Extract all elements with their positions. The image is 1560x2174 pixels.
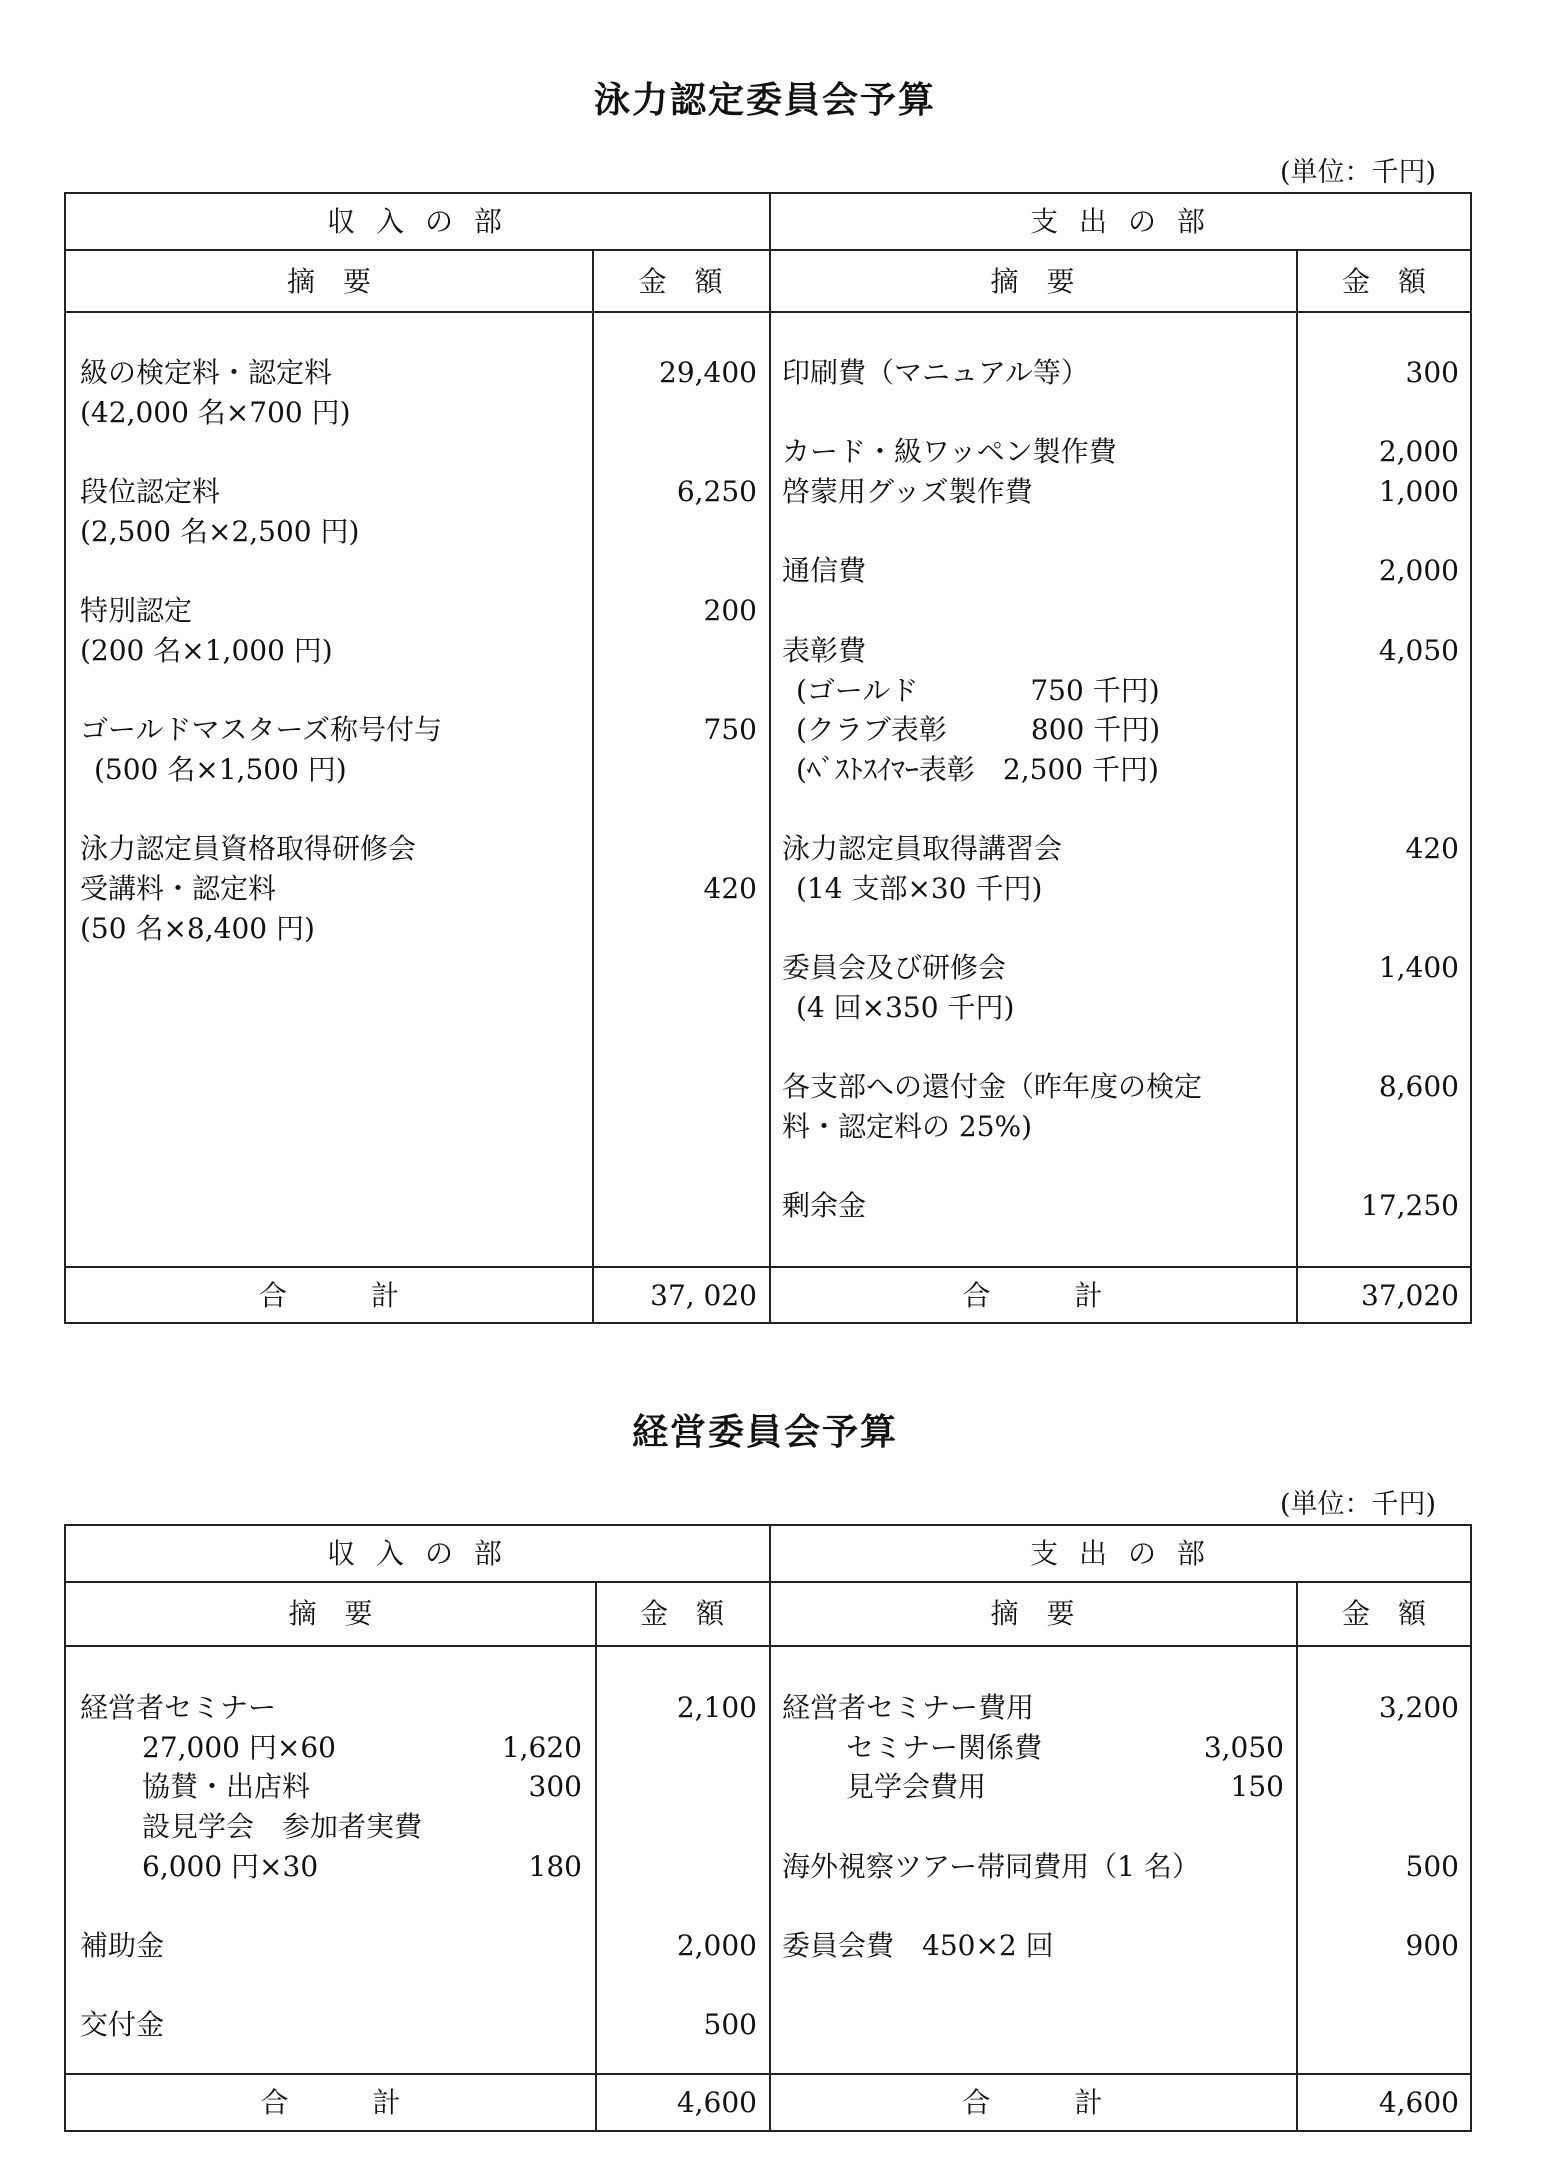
swim-income-desc-colhead: 摘 要 [286, 265, 371, 298]
swim-income-line: (2,500 名×2,500 円) [80, 515, 360, 548]
swim-unit-label: (単位：千円) [1280, 157, 1437, 188]
swim-income-header: 収 入 の 部 [327, 205, 508, 238]
mgmt-income-amount: 2,000 [676, 1929, 757, 1962]
mgmt-income-sub-amount: 180 [528, 1850, 582, 1883]
swim-income-line: (500 名×1,500 円) [94, 753, 347, 786]
swim-income-total-label: 合 計 [258, 1279, 399, 1312]
swim-income-amount: 6,250 [676, 475, 757, 508]
swim-expense-line: 各支部への還付金（昨年度の検定 [782, 1070, 1203, 1103]
swim-header-divider [66, 249, 1470, 251]
swim-budget-title: 泳力認定委員会予算 [593, 80, 936, 121]
swim-income-line: 特別認定 [80, 594, 193, 627]
mgmt-col-divider-income-amount [595, 1582, 597, 2130]
mgmt-expense-desc-colhead: 摘 要 [990, 1597, 1075, 1630]
swim-expense-line: (ﾍﾞｽﾄｽｲﾏｰ表彰 2,500 千円) [796, 753, 1159, 786]
mgmt-header-divider [66, 1581, 1470, 1583]
swim-income-amount-colhead: 金 額 [638, 265, 723, 298]
swim-income-total: 37, 020 [650, 1279, 757, 1312]
mgmt-income-line: 協賛・出店料 [142, 1770, 311, 1803]
mgmt-budget-title: 経営委員会予算 [631, 1412, 898, 1453]
swim-income-amount: 420 [703, 872, 757, 905]
swim-income-amount: 750 [703, 713, 757, 746]
swim-expense-line: 表彰費 [782, 634, 867, 667]
swim-budget-table [64, 192, 1472, 1324]
swim-expense-line: 剰余金 [782, 1189, 867, 1222]
swim-expense-amount: 4,050 [1378, 634, 1459, 667]
swim-expense-line: 泳力認定員取得講習会 [782, 832, 1063, 865]
swim-expense-line: (ゴールド 750 千円) [796, 674, 1160, 707]
swim-expense-line: (クラブ表彰 800 千円) [796, 713, 1161, 746]
swim-expense-desc-colhead: 摘 要 [990, 265, 1075, 298]
swim-expense-amount: 1,400 [1378, 951, 1459, 984]
swim-expense-total: 37,020 [1361, 1279, 1459, 1312]
swim-expense-amount: 300 [1405, 356, 1459, 389]
swim-income-line: (42,000 名×700 円) [80, 396, 351, 429]
mgmt-income-line: 交付金 [80, 2008, 165, 2041]
mgmt-budget-table [64, 1524, 1472, 2132]
mgmt-income-amount-colhead: 金 額 [639, 1597, 724, 1630]
mgmt-expense-amount: 3,200 [1378, 1691, 1459, 1724]
mgmt-income-line: 設見学会 参加者実費 [142, 1810, 423, 1843]
mgmt-income-total-label: 合 計 [260, 2086, 401, 2119]
swim-col-divider-expense-amount [1296, 250, 1298, 1322]
swim-expense-line: 料・認定料の 25%) [782, 1110, 1033, 1143]
swim-expense-amount: 8,600 [1378, 1070, 1459, 1103]
mgmt-income-line: 27,000 円×60 [142, 1731, 336, 1764]
mgmt-income-line: 6,000 円×30 [142, 1850, 319, 1883]
mgmt-income-sub-amount: 300 [528, 1770, 582, 1803]
mgmt-expense-amount-colhead: 金 額 [1341, 1597, 1426, 1630]
mgmt-total-divider [66, 2073, 1470, 2075]
swim-col-divider-main [769, 194, 771, 1322]
mgmt-expense-line: 見学会費用 [846, 1770, 987, 1803]
swim-expense-line: (14 支部×30 千円) [796, 872, 1043, 905]
swim-income-line: ゴールドマスターズ称号付与 [80, 713, 443, 746]
swim-expense-line: 委員会及び研修会 [782, 951, 1007, 984]
mgmt-income-sub-amount: 1,620 [501, 1731, 582, 1764]
swim-expense-total-label: 合 計 [962, 1279, 1103, 1312]
swim-expense-amount: 2,000 [1378, 554, 1459, 587]
mgmt-income-line: 補助金 [80, 1929, 165, 1962]
mgmt-income-line: 経営者セミナー [80, 1691, 277, 1724]
mgmt-expense-amount: 500 [1405, 1850, 1459, 1883]
swim-income-line: (200 名×1,000 円) [80, 634, 333, 667]
mgmt-income-header: 収 入 の 部 [327, 1537, 508, 1570]
mgmt-expense-amount: 900 [1405, 1929, 1459, 1962]
swim-expense-amount: 17,250 [1361, 1189, 1459, 1222]
mgmt-expense-line: 海外視察ツアー帯同費用（1 名） [782, 1850, 1200, 1883]
swim-expense-amount-colhead: 金 額 [1341, 265, 1426, 298]
mgmt-income-amount: 500 [703, 2008, 757, 2041]
swim-income-line: 級の検定料・認定料 [80, 356, 333, 389]
swim-income-line: 受講料・認定料 [80, 872, 277, 905]
swim-income-amount: 200 [703, 594, 757, 627]
swim-income-line: 段位認定料 [80, 475, 221, 508]
swim-expense-line: 印刷費（マニュアル等） [782, 356, 1089, 389]
mgmt-colhead-divider [66, 1645, 1470, 1647]
mgmt-expense-total: 4,600 [1378, 2086, 1459, 2119]
mgmt-expense-line: 経営者セミナー費用 [782, 1691, 1035, 1724]
mgmt-income-amount: 2,100 [676, 1691, 757, 1724]
mgmt-unit-label: (単位：千円) [1280, 1489, 1437, 1520]
mgmt-expense-sub-amount: 150 [1230, 1770, 1284, 1803]
swim-expense-amount: 2,000 [1378, 435, 1459, 468]
swim-col-divider-income-amount [592, 250, 594, 1322]
mgmt-income-desc-colhead: 摘 要 [288, 1597, 373, 1630]
swim-expense-line: 通信費 [782, 554, 867, 587]
swim-expense-amount: 1,000 [1378, 475, 1459, 508]
swim-income-amount: 29,400 [659, 356, 757, 389]
mgmt-expense-header: 支 出 の 部 [1030, 1537, 1211, 1570]
swim-expense-amount: 420 [1405, 832, 1459, 865]
mgmt-expense-total-label: 合 計 [962, 2086, 1103, 2119]
mgmt-income-total: 4,600 [676, 2086, 757, 2119]
swim-total-divider [66, 1266, 1470, 1268]
mgmt-expense-line: 委員会費 450×2 回 [782, 1929, 1054, 1962]
swim-expense-header: 支 出 の 部 [1030, 205, 1211, 238]
swim-income-line: (50 名×8,400 円) [80, 912, 315, 945]
mgmt-expense-line: セミナー関係費 [846, 1731, 1043, 1764]
mgmt-expense-sub-amount: 3,050 [1203, 1731, 1284, 1764]
swim-expense-line: カード・級ワッペン製作費 [782, 435, 1117, 468]
swim-colhead-divider [66, 311, 1470, 313]
swim-expense-line: (4 回×350 千円) [796, 991, 1015, 1024]
swim-expense-line: 啓蒙用グッズ製作費 [782, 475, 1033, 508]
swim-income-line: 泳力認定員資格取得研修会 [80, 832, 417, 865]
